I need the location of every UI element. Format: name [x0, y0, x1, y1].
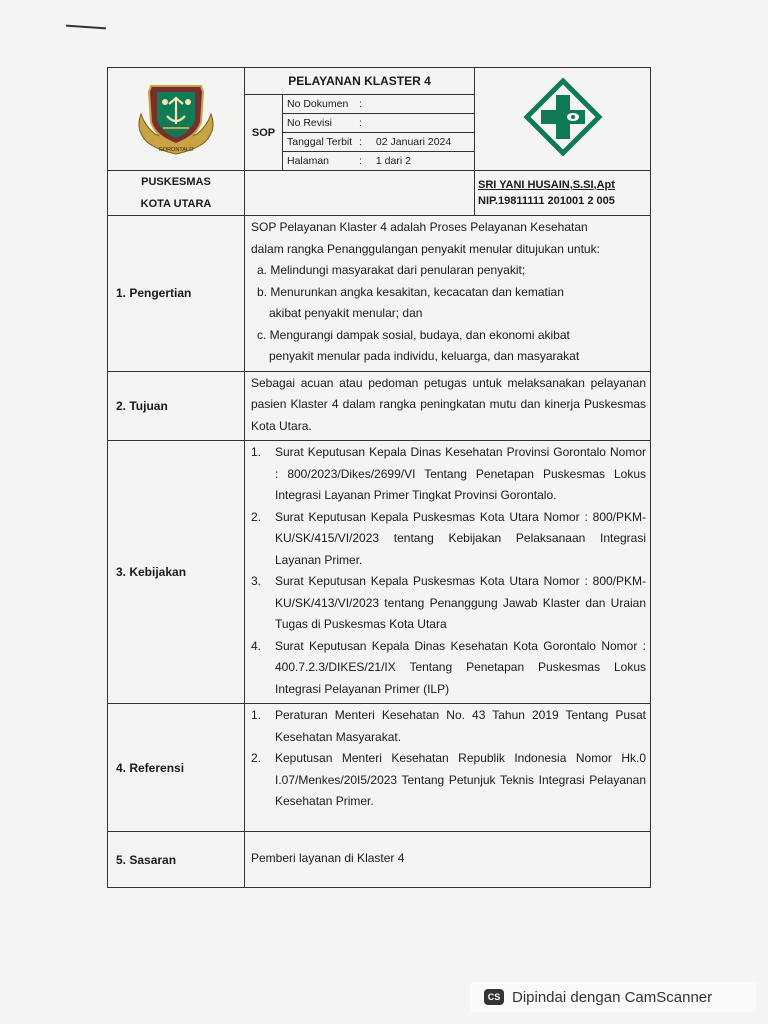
camscanner-logo-icon: CS	[484, 989, 504, 1005]
kebijakan-item: 4. Surat Keputusan Kepala Dinas Kesehatan Kota Gorontalo Nomor : 400.7.2.3/DIKES/21/IX Tentang Penetapan Puskesmas Lokus Integrasi Pelayanan Primer (ILP)	[251, 638, 647, 696]
meta-no-dokumen: No Dokumen :	[283, 95, 475, 114]
document-title: PELAYANAN KLASTER 4	[245, 68, 475, 95]
camscanner-watermark	[470, 982, 756, 1012]
kebijakan-label: 3. Kebijakan	[108, 441, 245, 704]
pen-mark	[66, 25, 106, 30]
referensi-item: 2. Keputusan Menteri Kesehatan Republik Indonesia Nomor Hk.0 I.07/Menkes/20I5/2023 Tentang Petunjuk Teknis Integrasi Pelayanan Kesehatan Primer.	[251, 751, 647, 808]
referensi-label: 4. Referensi	[108, 704, 245, 832]
pengertian-label: 1. Pengertian	[108, 216, 245, 372]
signer-name: SRI YANI HUSAIN,S.SI,Apt	[478, 179, 615, 191]
tujuan-label: 2. Tujuan	[108, 371, 245, 441]
sop-document	[107, 67, 650, 888]
sop-table	[107, 67, 651, 888]
kebijakan-item: 1. Surat Keputusan Kepala Dinas Kesehatan Provinsi Gorontalo Nomor : 800/2023/Dikes/2699/VI Tentang Penetapan Puskesmas Lokus Integrasi Layanan Primer Tingkat Provinsi Gorontalo.	[251, 445, 647, 502]
camscanner-text: Dipindai dengan CamScanner	[512, 988, 713, 1006]
regional-logo	[108, 68, 245, 171]
sasaran-label: 5. Sasaran	[108, 832, 245, 888]
kebijakan-item: 2. Surat Keputusan Kepala Puskesmas Kota Utara Nomor : 800/PKM-KU/SK/415/VI/2023 tentang Kebijakan Pelaksanaan Integrasi Layanan Primer.	[251, 509, 647, 567]
svg-text:GORONTALO: GORONTALO	[158, 146, 194, 153]
sasaran-content: Pemberi layanan di Klaster 4	[245, 832, 651, 888]
referensi-content	[245, 704, 651, 832]
meta-tanggal-terbit: Tanggal Terbit : 02 Januari 2024	[283, 133, 475, 152]
signer-nip: NIP.19811111 201001 2 005	[478, 195, 615, 207]
kebijakan-item: 3. Surat Keputusan Kepala Puskesmas Kota Utara Nomor : 800/PKM-KU/SK/413/VI/2023 tentang Penanggung Jawab Klaster dan Uraian Tugas di Puskesmas Kota Utara	[251, 574, 647, 631]
meta-halaman: Halaman : 1 dari 2	[283, 152, 475, 171]
health-logo	[475, 68, 651, 171]
meta-no-revisi: No Revisi :	[283, 114, 475, 133]
organization-name: PUSKESMAS KOTA UTARA	[108, 171, 245, 216]
puskesmas-cross-logo-icon	[523, 77, 603, 157]
signer-block	[475, 171, 651, 216]
referensi-item: 1. Peraturan Menteri Kesehatan No. 43 Tahun 2019 Tentang Pusat Kesehatan Masyarakat.	[251, 708, 647, 744]
blank-cell	[245, 171, 475, 216]
pengertian-content: SOP Pelayanan Klaster 4 adalah Proses Pelayanan Kesehatan dalam rangka Penanggulangan penyakit menular ditujukan untuk: a. Melindungi masyarakat dari penularan penyakit; b. Menurunkan angka kesakitan, kecacatan dan kematian akibat penyakit menular; dan c. Mengurangi dampak sosial, budaya, dan ekonomi akibat penyakit menular pada individu, keluarga, dan masyarakat	[245, 216, 651, 372]
sop-label: SOP	[245, 95, 283, 171]
tujuan-content: Sebagai acuan atau pedoman petugas untuk melaksanakan pelayanan pasien Klaster 4 dalam rangka peningkatan mutu dan kinerja Puskesmas Kota Utara.	[245, 371, 651, 441]
kebijakan-content	[245, 441, 651, 704]
gorontalo-emblem-icon	[133, 76, 219, 158]
